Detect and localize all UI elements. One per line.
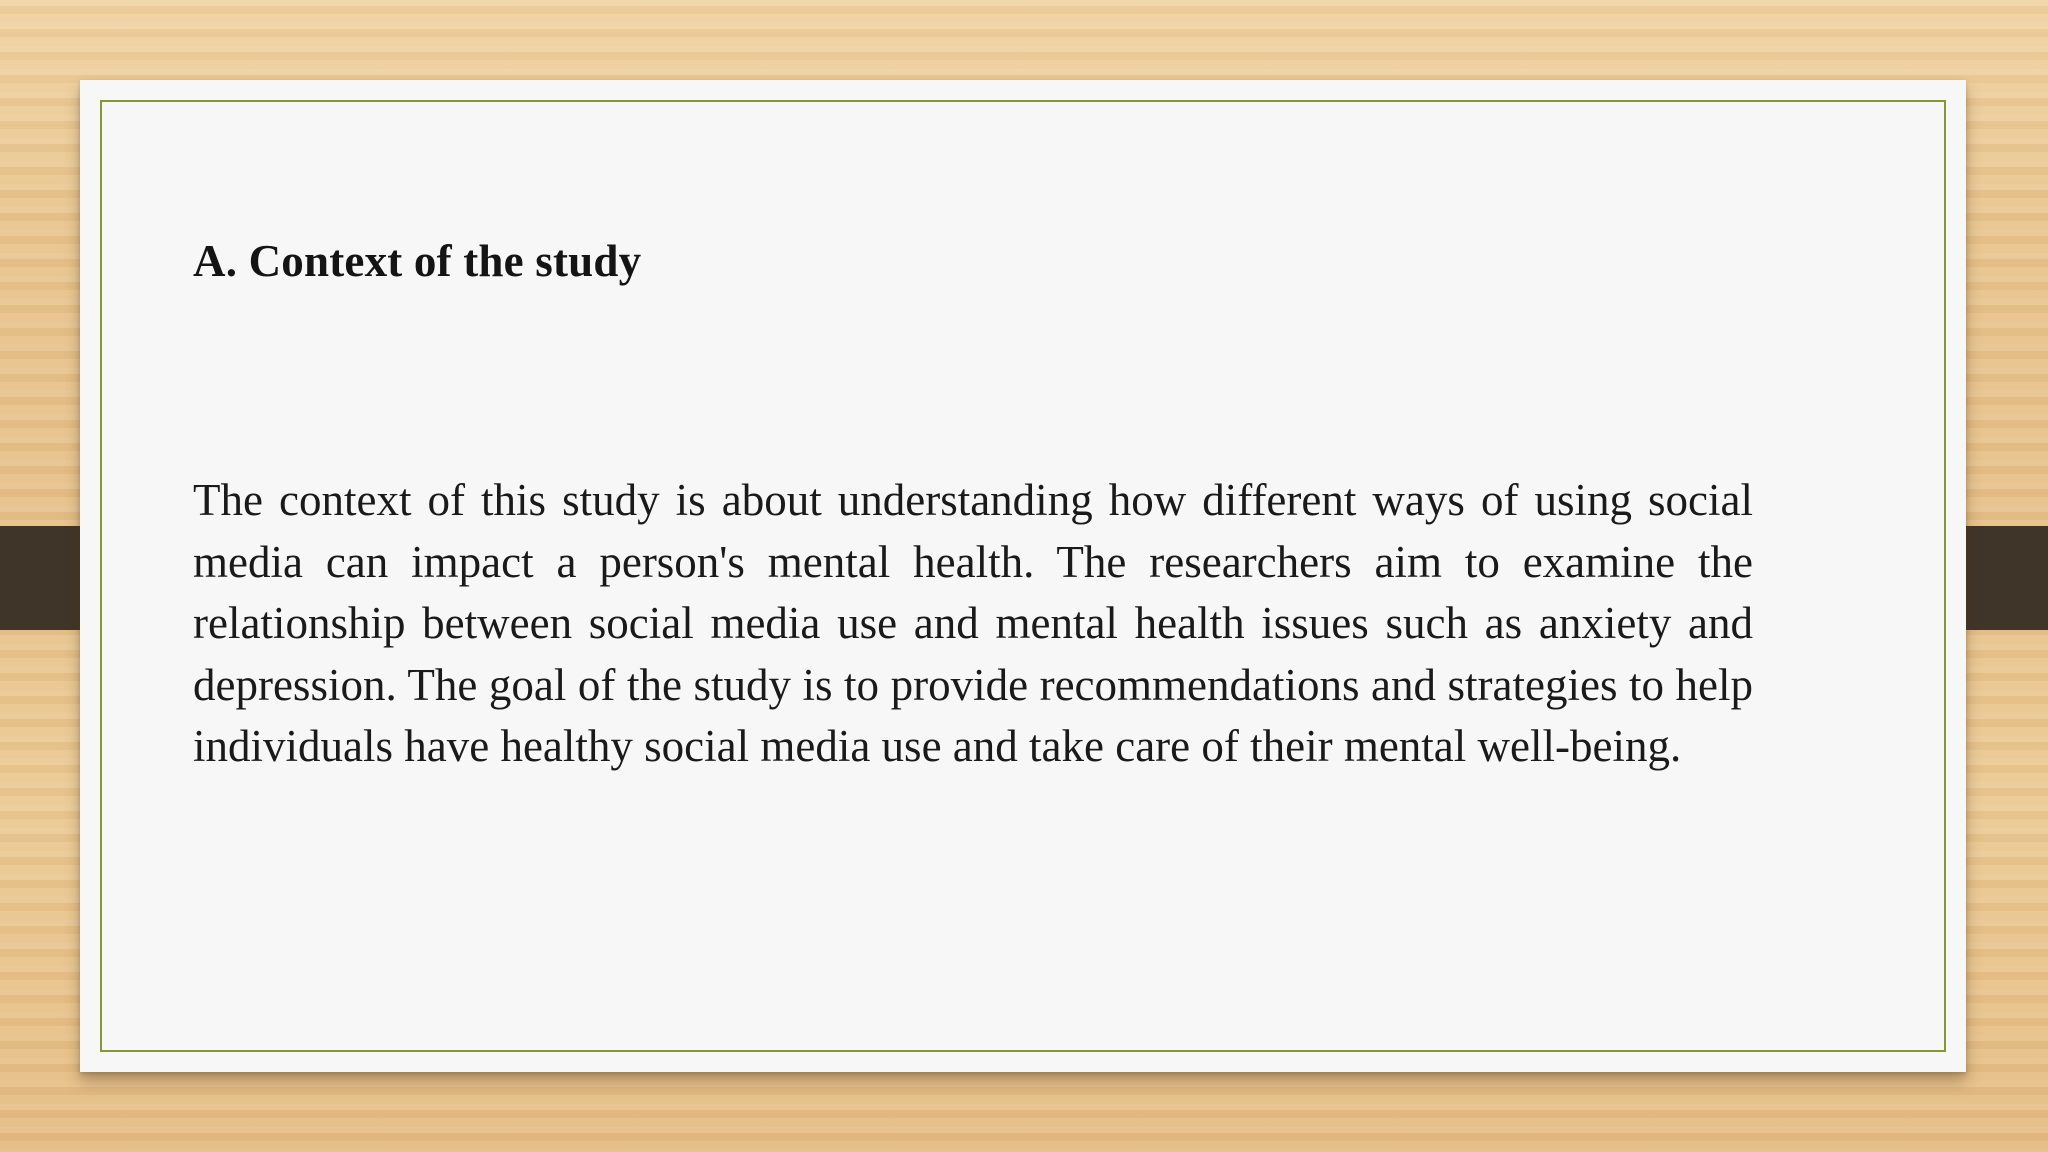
slide-card (80, 80, 1966, 1072)
slide-heading: A. Context of the study (193, 236, 642, 286)
slide-body-text: The context of this study is about understanding how different ways of using social media can impact a person's mental health. The researchers aim to examine the relationship between social media use and mental health issues such as anxiety and depression. The goal of the study is to provide recommendations and strategies to help individuals have healthy social media use and take care of their mental well-being. (193, 475, 1753, 771)
